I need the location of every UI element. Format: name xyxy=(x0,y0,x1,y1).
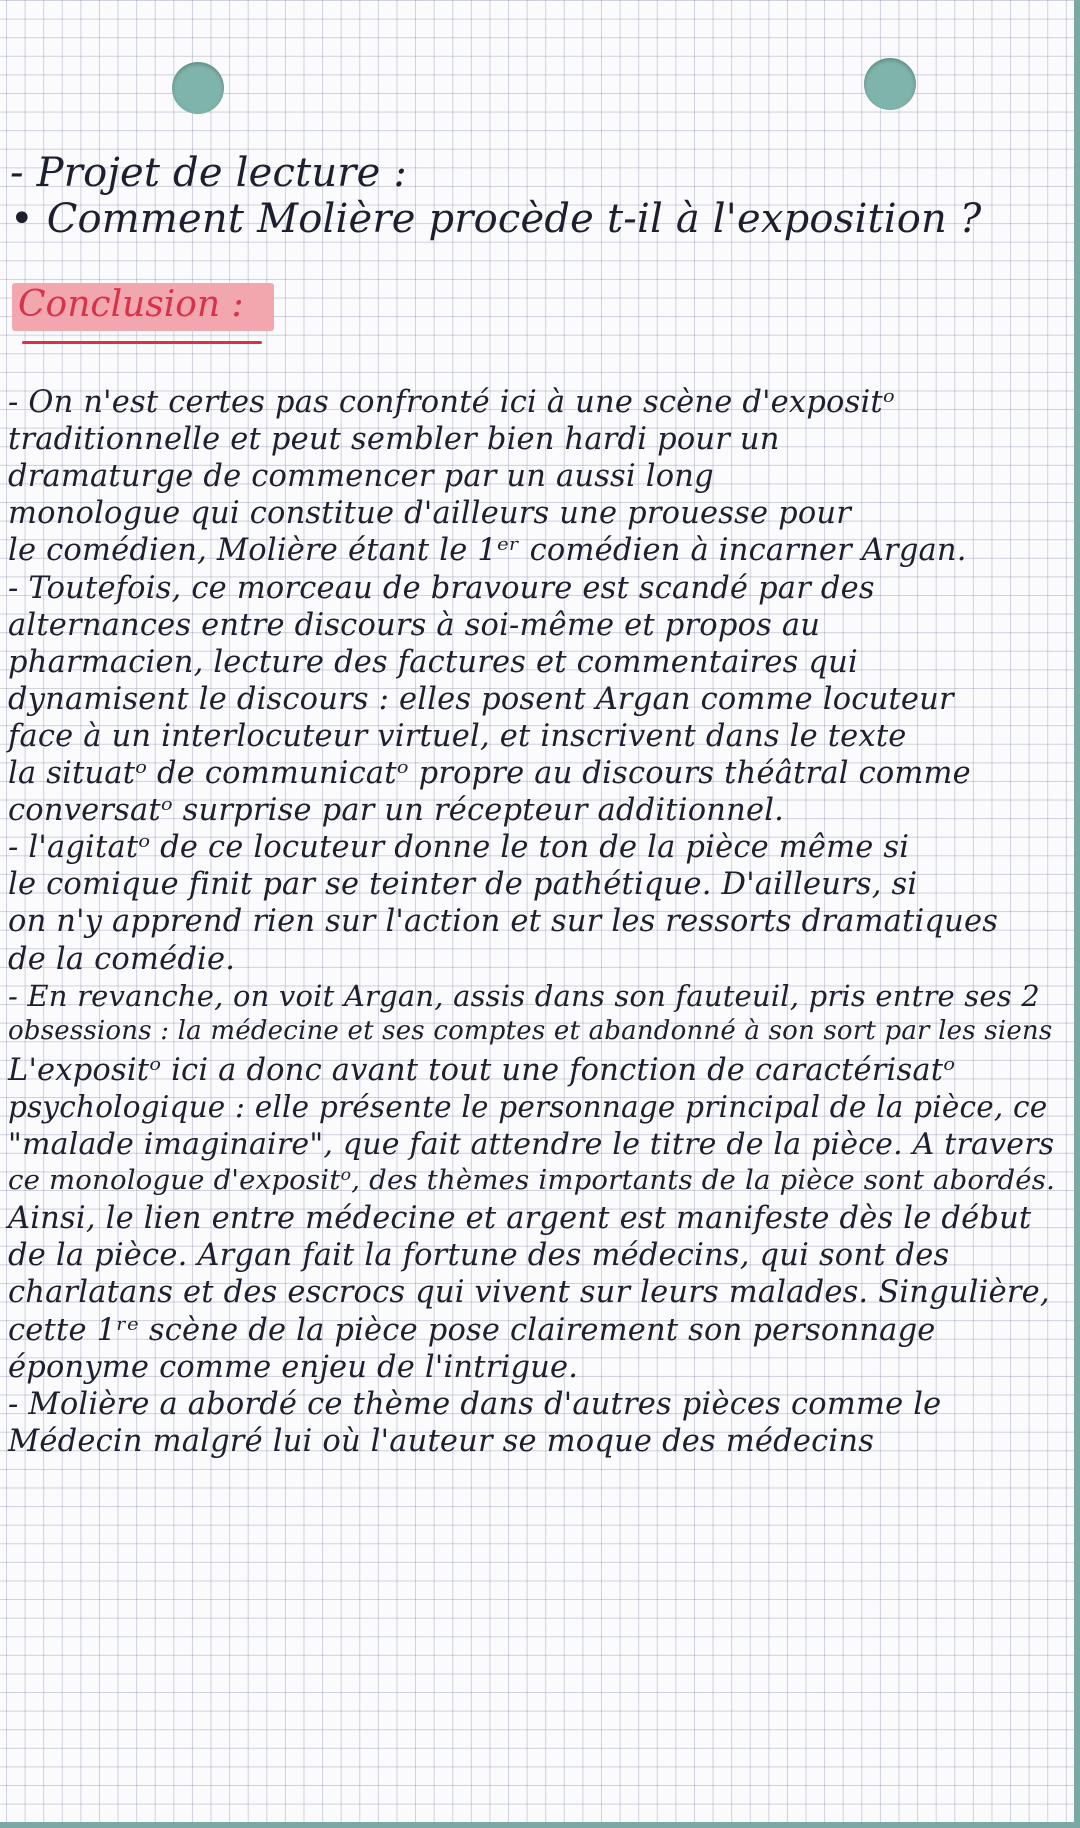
body-line: la situatᵒ de communicatᵒ propre au discours théâtral comme xyxy=(8,756,971,791)
body-line: face à un interlocuteur virtuel, et inscrivent dans le texte xyxy=(8,718,907,754)
body-line: psychologique : elle présente le personnage principal de la pièce, ce xyxy=(8,1089,1048,1124)
body-line: obsessions : la médecine et ses comptes et abandonné à son sort par les siens xyxy=(8,1015,1053,1046)
body-line: - On n'est certes pas confronté ici à une scène d'expositᵒ xyxy=(8,385,895,420)
body-line: - En revanche, on voit Argan, assis dans son fauteuil, pris entre ses 2 xyxy=(8,978,1040,1013)
body-line: cette 1ʳᵉ scène de la pièce pose clairement son personnage xyxy=(8,1312,936,1348)
body-line: "malade imaginaire", que fait attendre le titre de la pièce. A travers xyxy=(8,1127,1055,1162)
body-line: de la comédie. xyxy=(8,941,236,977)
body-line: ce monologue d'expositᵒ, des thèmes importants de la pièce sont abordés. xyxy=(8,1164,1056,1197)
body-line: alternances entre discours à soi-même et propos au xyxy=(8,607,821,643)
punch-hole-left xyxy=(172,62,224,114)
body-line: - l'agitatᵒ de ce locuteur donne le ton de la pièce même si xyxy=(8,830,910,866)
body-line: - Molière a abordé ce thème dans d'autres pièces comme le xyxy=(8,1386,942,1422)
body-line: traditionnelle et peut sembler bien hardi pour un xyxy=(8,422,780,458)
body-line: éponyme comme enjeu de l'intrigue. xyxy=(8,1349,579,1385)
paper-edge-bottom xyxy=(0,1822,1080,1828)
question-line: • Comment Molière procède t-il à l'exposition ? xyxy=(10,196,982,242)
body-line: Ainsi, le lien entre médecine et argent est manifeste dès le début xyxy=(8,1201,1032,1237)
paper-edge-right xyxy=(1074,0,1080,1828)
body-line: on n'y apprend rien sur l'action et sur les ressorts dramatiques xyxy=(8,904,999,940)
body-line: charlatans et des escrocs qui vivent sur leurs malades. Singulière, xyxy=(8,1275,1050,1311)
body-line: pharmacien, lecture des factures et commentaires qui xyxy=(8,644,858,680)
body-line: conversatᵒ surprise par un récepteur additionnel. xyxy=(8,793,785,829)
body-line: de la pièce. Argan fait la fortune des médecins, qui sont des xyxy=(8,1238,950,1274)
body-line: dramaturge de commencer par un aussi long xyxy=(8,459,714,495)
body-line: le comique finit par se teinter de pathétique. D'ailleurs, si xyxy=(8,867,918,903)
body-line: le comédien, Molière étant le 1ᵉʳ comédien à incarner Argan. xyxy=(8,533,967,569)
project-line: - Projet de lecture : xyxy=(10,150,408,196)
body-line: Médecin malgré lui où l'auteur se moque des médecins xyxy=(8,1423,875,1459)
conclusion-heading: Conclusion : xyxy=(18,284,244,325)
body-line: L'expositᵒ ici a donc avant tout une fonction de caractérisatᵒ xyxy=(8,1052,956,1088)
conclusion-underline xyxy=(22,341,262,344)
punch-hole-right xyxy=(864,58,916,110)
body-line: monologue qui constitue d'ailleurs une prouesse pour xyxy=(8,496,852,532)
body-line: - Toutefois, ce morceau de bravoure est scandé par des xyxy=(8,570,875,606)
body-line: dynamisent le discours : elles posent Argan comme locuteur xyxy=(8,681,954,717)
